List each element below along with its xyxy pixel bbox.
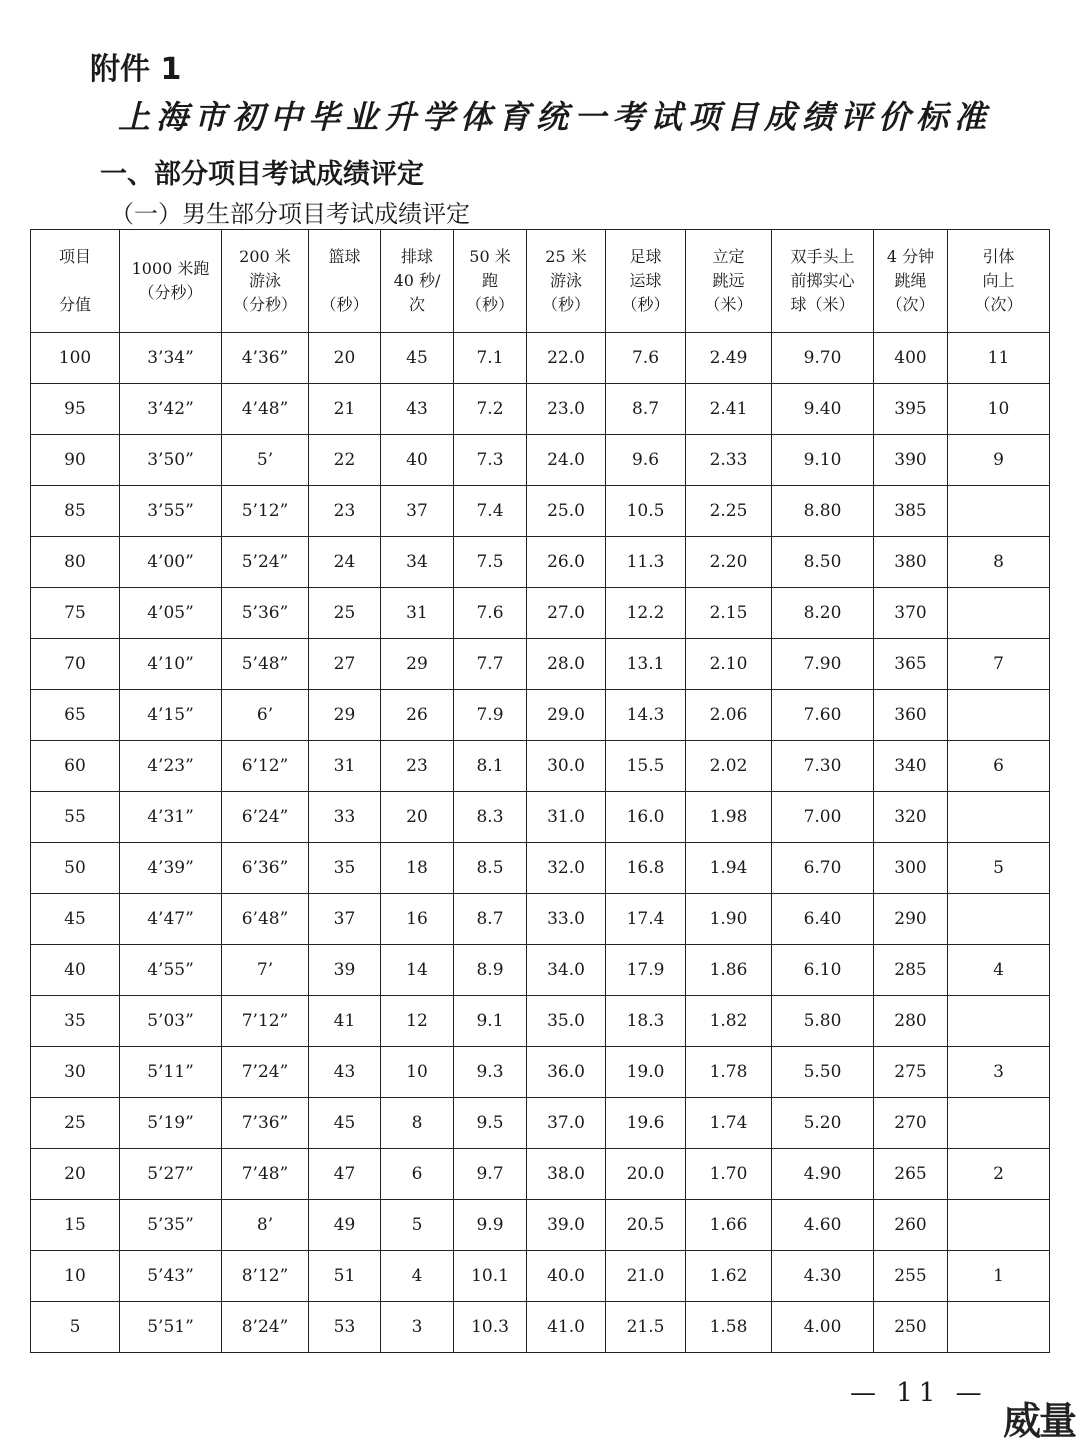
table-cell: 7.2 [454,384,527,435]
table-cell: 45 [31,894,120,945]
table-cell: 400 [874,333,948,384]
table-cell: 65 [31,690,120,741]
table-cell: 20.0 [606,1149,686,1200]
table-cell: 10.3 [454,1302,527,1353]
table-cell: 1.78 [686,1047,772,1098]
table-cell: 49 [309,1200,381,1251]
table-cell: 290 [874,894,948,945]
table-cell: 7.60 [772,690,874,741]
table-cell: 7’24” [222,1047,309,1098]
table-cell: 34.0 [527,945,606,996]
table-cell: 43 [381,384,454,435]
table-row [31,1047,1050,1098]
table-cell: 4’23” [120,741,222,792]
table-cell: 38.0 [527,1149,606,1200]
table-cell: 23 [309,486,381,537]
table-cell: 20.5 [606,1200,686,1251]
table-row [31,945,1050,996]
table-cell: 6.70 [772,843,874,894]
table-cell: 9.10 [772,435,874,486]
table-cell: 27 [309,639,381,690]
watermark-logo: 威量 [1003,1399,1076,1443]
table-cell: 6 [948,741,1050,792]
table-row [31,537,1050,588]
table-cell: 90 [31,435,120,486]
table-cell: 8.20 [772,588,874,639]
table-cell: 20 [309,333,381,384]
table-cell: 60 [31,741,120,792]
table-cell: 5.20 [772,1098,874,1149]
table-cell: 40.0 [527,1251,606,1302]
table-cell: 4’36” [222,333,309,384]
table-cell: 1.62 [686,1251,772,1302]
table-cell: 21.0 [606,1251,686,1302]
table-cell: 18.3 [606,996,686,1047]
table-cell: 1.90 [686,894,772,945]
table-cell: 3’42” [120,384,222,435]
subsection-heading: （一）男生部分项目考试成绩评定 [110,200,470,228]
column-header: 足球 运球 （秒） [606,230,686,333]
table-cell: 10 [381,1047,454,1098]
table-cell [948,1098,1050,1149]
table-cell: 5’19” [120,1098,222,1149]
table-cell: 45 [309,1098,381,1149]
table-cell: 3’34” [120,333,222,384]
table-cell: 4.60 [772,1200,874,1251]
column-header: 引体 向上 （次） [948,230,1050,333]
table-cell: 24 [309,537,381,588]
table-cell: 1.58 [686,1302,772,1353]
table-cell: 7.9 [454,690,527,741]
table-cell: 395 [874,384,948,435]
column-header: 项目 分值 [31,230,120,333]
table-cell: 1.70 [686,1149,772,1200]
table-cell: 22.0 [527,333,606,384]
table-cell: 270 [874,1098,948,1149]
table-cell: 20 [31,1149,120,1200]
table-cell: 8’ [222,1200,309,1251]
table-cell: 33.0 [527,894,606,945]
table-cell: 3’50” [120,435,222,486]
table-row [31,843,1050,894]
table-cell: 1.74 [686,1098,772,1149]
table-cell: 6.10 [772,945,874,996]
table-cell: 80 [31,537,120,588]
table-cell: 12 [381,996,454,1047]
table-cell: 21 [309,384,381,435]
table-cell: 4’05” [120,588,222,639]
table-cell [948,1200,1050,1251]
table-cell: 9.40 [772,384,874,435]
table-cell: 8’12” [222,1251,309,1302]
table-cell: 5’43” [120,1251,222,1302]
column-header: 排球 40 秒/ 次 [381,230,454,333]
table-cell: 16 [381,894,454,945]
table-cell: 4’55” [120,945,222,996]
table-cell: 8 [948,537,1050,588]
table-row [31,1200,1050,1251]
table-row [31,1302,1050,1353]
table-cell: 5.50 [772,1047,874,1098]
table-cell: 17.9 [606,945,686,996]
table-cell: 275 [874,1047,948,1098]
table-cell: 10.5 [606,486,686,537]
table-cell: 2.10 [686,639,772,690]
table-cell: 35.0 [527,996,606,1047]
table-row [31,1149,1050,1200]
table-cell: 40 [381,435,454,486]
table-cell: 255 [874,1251,948,1302]
table-cell: 37 [309,894,381,945]
table-cell: 260 [874,1200,948,1251]
table-cell: 5 [381,1200,454,1251]
page-number: — 11 — [850,1378,988,1408]
table-cell: 10.1 [454,1251,527,1302]
table-cell: 385 [874,486,948,537]
table-cell: 27.0 [527,588,606,639]
table-cell: 70 [31,639,120,690]
table-cell: 4.00 [772,1302,874,1353]
table-cell: 370 [874,588,948,639]
table-cell: 285 [874,945,948,996]
table-cell: 7.6 [606,333,686,384]
column-header: 双手头上 前掷实心 球（米） [772,230,874,333]
table-cell: 26.0 [527,537,606,588]
table-cell: 39 [309,945,381,996]
table-cell: 8.7 [606,384,686,435]
table-row [31,792,1050,843]
column-header: 200 米 游泳 （分秒） [222,230,309,333]
table-cell: 7.7 [454,639,527,690]
column-header: 50 米 跑 （秒） [454,230,527,333]
table-cell: 5’36” [222,588,309,639]
column-header: 立定 跳远 （米） [686,230,772,333]
table-cell: 280 [874,996,948,1047]
table-cell: 6.40 [772,894,874,945]
table-cell: 30 [31,1047,120,1098]
table-cell: 10 [948,384,1050,435]
table-row [31,996,1050,1047]
table-cell: 360 [874,690,948,741]
table-row [31,690,1050,741]
table-cell: 7.5 [454,537,527,588]
table-cell: 31.0 [527,792,606,843]
table-row [31,486,1050,537]
table-cell: 2.41 [686,384,772,435]
table-cell: 4’39” [120,843,222,894]
table-cell: 8.50 [772,537,874,588]
table-cell: 16.0 [606,792,686,843]
column-header: 4 分钟 跳绳 （次） [874,230,948,333]
table-cell: 37 [381,486,454,537]
table-cell: 4’00” [120,537,222,588]
table-cell: 6 [381,1149,454,1200]
table-cell: 320 [874,792,948,843]
score-table [30,229,1050,1353]
table-cell: 265 [874,1149,948,1200]
table-cell: 4 [948,945,1050,996]
table-cell [948,690,1050,741]
table-cell: 30.0 [527,741,606,792]
table-row [31,639,1050,690]
table-cell: 33 [309,792,381,843]
table-cell: 11.3 [606,537,686,588]
table-cell: 5’35” [120,1200,222,1251]
table-cell: 2.49 [686,333,772,384]
table-cell: 24.0 [527,435,606,486]
table-cell: 7.4 [454,486,527,537]
table-cell: 7.3 [454,435,527,486]
table-row [31,1251,1050,1302]
table-cell: 2.25 [686,486,772,537]
table-cell: 7.6 [454,588,527,639]
table-cell: 7’48” [222,1149,309,1200]
table-cell: 16.8 [606,843,686,894]
table-cell: 365 [874,639,948,690]
table-cell: 25 [31,1098,120,1149]
table-row [31,894,1050,945]
table-cell: 7.30 [772,741,874,792]
table-cell: 29 [309,690,381,741]
table-cell: 8.3 [454,792,527,843]
table-cell: 34 [381,537,454,588]
table-cell: 380 [874,537,948,588]
table-header-row [31,230,1050,333]
table-cell: 21.5 [606,1302,686,1353]
table-cell: 7’36” [222,1098,309,1149]
table-row [31,384,1050,435]
table-cell: 5 [948,843,1050,894]
table-cell: 390 [874,435,948,486]
table-cell: 14.3 [606,690,686,741]
table-cell: 2 [948,1149,1050,1200]
table-cell: 29 [381,639,454,690]
table-cell: 5’12” [222,486,309,537]
table-cell: 2.20 [686,537,772,588]
table-cell: 7.00 [772,792,874,843]
table-cell: 1.98 [686,792,772,843]
table-cell: 19.6 [606,1098,686,1149]
column-header: 篮球 （秒） [309,230,381,333]
table-cell: 4’31” [120,792,222,843]
table-cell: 4’15” [120,690,222,741]
table-cell: 47 [309,1149,381,1200]
table-cell [948,588,1050,639]
table-cell: 2.15 [686,588,772,639]
table-cell: 100 [31,333,120,384]
table-cell: 5’27” [120,1149,222,1200]
table-cell [948,486,1050,537]
table-cell: 7.90 [772,639,874,690]
table-cell: 8 [381,1098,454,1149]
table-cell: 32.0 [527,843,606,894]
table-cell: 7’12” [222,996,309,1047]
table-cell: 40 [31,945,120,996]
table-cell: 5’24” [222,537,309,588]
column-header: 25 米 游泳 （秒） [527,230,606,333]
table-cell: 5’51” [120,1302,222,1353]
table-cell: 5.80 [772,996,874,1047]
table-cell: 43 [309,1047,381,1098]
table-cell: 28.0 [527,639,606,690]
table-cell: 9.9 [454,1200,527,1251]
table-cell: 20 [381,792,454,843]
table-cell: 19.0 [606,1047,686,1098]
table-cell: 2.33 [686,435,772,486]
table-cell: 8.9 [454,945,527,996]
column-header: 1000 米跑 （分秒） [120,230,222,333]
table-cell: 8’24” [222,1302,309,1353]
table-cell: 25 [309,588,381,639]
table-cell: 4 [381,1251,454,1302]
table-cell: 9.70 [772,333,874,384]
table-cell: 9.6 [606,435,686,486]
table-cell: 300 [874,843,948,894]
table-cell: 8.1 [454,741,527,792]
table-cell: 6’24” [222,792,309,843]
table-cell: 6’12” [222,741,309,792]
table-cell: 25.0 [527,486,606,537]
table-cell: 41 [309,996,381,1047]
table-cell: 1 [948,1251,1050,1302]
table-cell: 55 [31,792,120,843]
table-cell: 340 [874,741,948,792]
table-cell: 23 [381,741,454,792]
table-cell: 250 [874,1302,948,1353]
table-cell: 10 [31,1251,120,1302]
table-cell: 15.5 [606,741,686,792]
table-cell: 6’ [222,690,309,741]
table-cell: 3 [948,1047,1050,1098]
table-cell: 11 [948,333,1050,384]
table-cell: 50 [31,843,120,894]
table-row [31,1098,1050,1149]
table-cell: 5’ [222,435,309,486]
table-cell: 8.80 [772,486,874,537]
table-cell: 41.0 [527,1302,606,1353]
table-row [31,333,1050,384]
table-cell: 5 [31,1302,120,1353]
table-cell: 22 [309,435,381,486]
table-row [31,588,1050,639]
table-cell: 6’48” [222,894,309,945]
section-heading: 一、部分项目考试成绩评定 [100,159,424,190]
table-cell: 39.0 [527,1200,606,1251]
table-cell [948,1302,1050,1353]
table-cell: 12.2 [606,588,686,639]
table-cell: 4’10” [120,639,222,690]
table-cell: 7.1 [454,333,527,384]
table-cell: 3’55” [120,486,222,537]
table-cell: 7’ [222,945,309,996]
table-cell: 5’48” [222,639,309,690]
attachment-label: 附件 1 [90,52,182,87]
table-cell [948,996,1050,1047]
table-cell: 4’47” [120,894,222,945]
table-cell: 5’11” [120,1047,222,1098]
table-cell: 15 [31,1200,120,1251]
table-cell: 29.0 [527,690,606,741]
table-cell: 85 [31,486,120,537]
table-cell: 45 [381,333,454,384]
table-cell: 1.86 [686,945,772,996]
table-cell: 75 [31,588,120,639]
table-cell: 1.82 [686,996,772,1047]
table-cell: 9 [948,435,1050,486]
table-cell: 9.5 [454,1098,527,1149]
table-cell: 4.90 [772,1149,874,1200]
table-cell: 2.02 [686,741,772,792]
table-cell: 17.4 [606,894,686,945]
table-cell: 3 [381,1302,454,1353]
table-cell: 18 [381,843,454,894]
table-cell: 7 [948,639,1050,690]
table-cell: 35 [309,843,381,894]
table-cell: 2.06 [686,690,772,741]
table-cell: 95 [31,384,120,435]
table-row [31,435,1050,486]
table-cell: 14 [381,945,454,996]
table-cell: 4’48” [222,384,309,435]
table-row [31,741,1050,792]
table-cell: 35 [31,996,120,1047]
table-cell: 36.0 [527,1047,606,1098]
table-cell: 13.1 [606,639,686,690]
table-cell: 26 [381,690,454,741]
table-cell: 31 [381,588,454,639]
table-cell: 1.94 [686,843,772,894]
table-cell: 5’03” [120,996,222,1047]
table-cell: 8.7 [454,894,527,945]
table-cell: 4.30 [772,1251,874,1302]
page-title: 上海市初中毕业升学体育统一考试项目成绩评价标准 [118,98,993,136]
table-cell: 9.7 [454,1149,527,1200]
table-cell [948,792,1050,843]
table-cell: 23.0 [527,384,606,435]
table-cell [948,894,1050,945]
table-cell: 9.3 [454,1047,527,1098]
table-cell: 31 [309,741,381,792]
table-cell: 9.1 [454,996,527,1047]
table-cell: 51 [309,1251,381,1302]
table-cell: 6’36” [222,843,309,894]
table-cell: 8.5 [454,843,527,894]
table-cell: 1.66 [686,1200,772,1251]
table-cell: 37.0 [527,1098,606,1149]
table-cell: 53 [309,1302,381,1353]
